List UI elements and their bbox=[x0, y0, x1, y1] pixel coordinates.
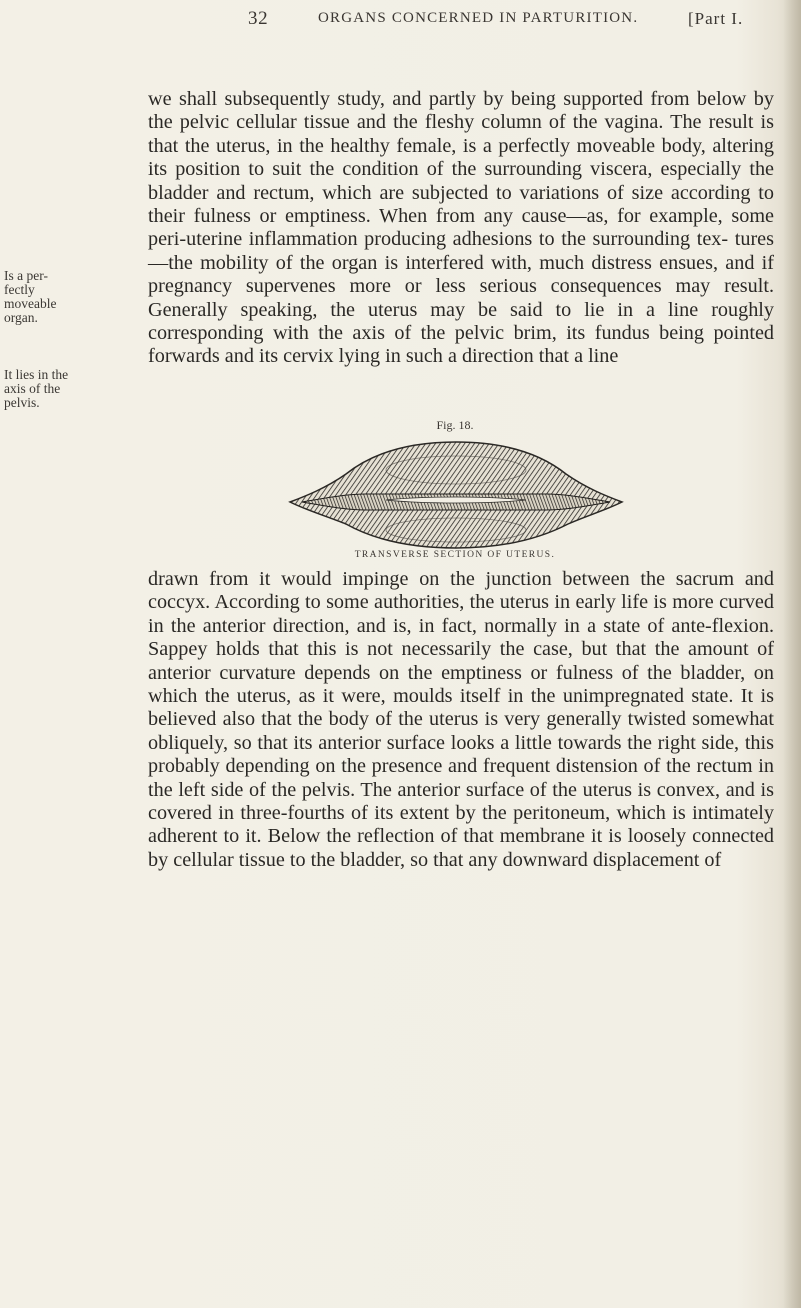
body-text-bottom bbox=[148, 568, 774, 872]
figure-caption: TRANSVERSE SECTION OF UTERUS. bbox=[354, 550, 556, 560]
page-number: 32 bbox=[248, 8, 269, 29]
uterus-cross-section-illustration bbox=[286, 440, 626, 550]
margin-note-pelvic-axis: It lies in the axis of the pelvis. bbox=[4, 367, 69, 410]
body-text-top bbox=[148, 88, 774, 369]
page-edge-shadow bbox=[783, 0, 801, 1308]
figure-18 bbox=[240, 418, 670, 566]
paragraph: drawn from it would impinge on the junction between the sacrum and coccyx. According to some authorities, the uterus in early life is more curved in the anterior direction, and is, in fact, normally in a state of ante-flexion. Sappey holds that this is not necessarily the case, but that the amount of anterior curvature depends on the emptiness or fulness of the bladder, on which the uterus, as it were, moulds itself in the unimpregnated state. It is believed also that the body of the uterus is very generally twisted somewhat obliquely, so that its anterior surface looks a little towards the right side, this probably depending on the presence and frequent distension of the rectum in the left side of the pelvis. The anterior surface of the uterus is convex, and is covered in three-fourths of its extent by the peritoneum, which is intimately adherent to it. Below the reflection of that membrane it is loosely connected by cellular tissue to the bladder, so that any downward displacement of bbox=[148, 568, 774, 871]
margin-note-moveable-organ: Is a per- fectly moveable organ. bbox=[4, 268, 57, 325]
part-label: [Part I. bbox=[688, 9, 744, 28]
figure-label: Fig. 18. bbox=[436, 418, 474, 432]
paragraph: we shall subsequently study, and partly by being supported from below by the pelvic cellular tissue and the fleshy column of the vagina. The result is that the uterus, in the healthy female, is a perfectly moveable body, altering its position to suit the condition of the surrounding viscera, especially the bladder and rectum, which are subjected to variations of size according to their fulness or emptiness. When from any cause—as, for example, some peri-uterine inflammation producing adhesions to the surrounding tex- tures—the mobility of the organ is interfered with, much distress ensues, and if pregnancy supervenes more or less serious consequences may result. Generally speaking, the uterus may be said to lie in a line roughly corresponding with the axis of the pelvic brim, its fundus being pointed forwards and its cervix lying in such a direction that a line bbox=[148, 88, 774, 368]
running-header bbox=[248, 4, 778, 32]
running-title: ORGANS CONCERNED IN PARTURITION. bbox=[318, 10, 639, 26]
